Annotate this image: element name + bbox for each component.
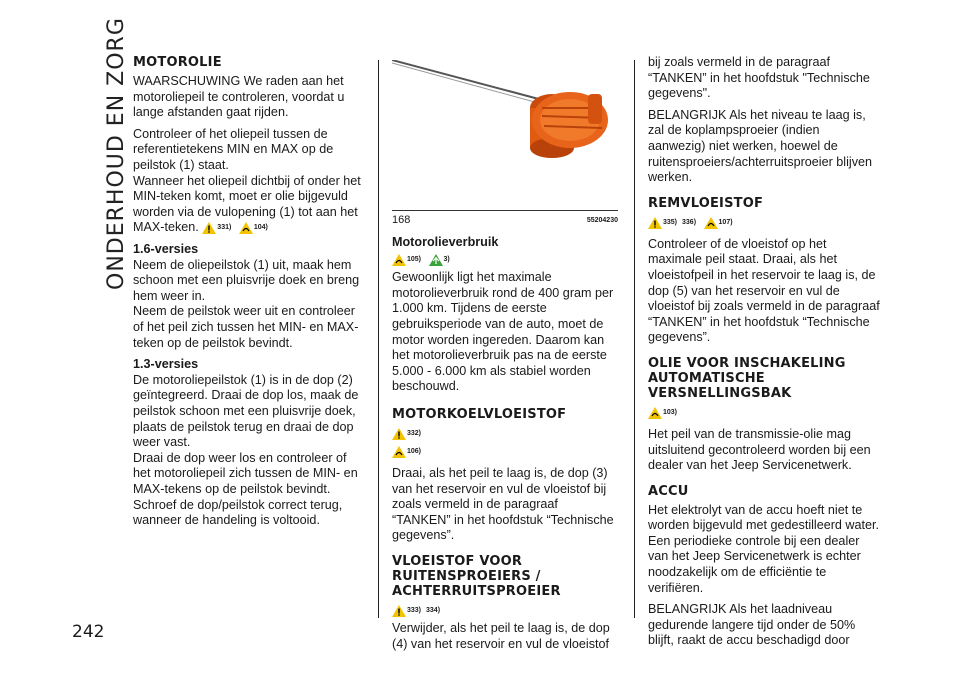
environment-triangle-icon bbox=[429, 254, 443, 266]
caution-triangle-icon bbox=[392, 254, 406, 266]
chapter-title-text: ONDERHOUD EN ZORG bbox=[104, 17, 129, 290]
paragraph: BELANGRIJK Als het niveau te laag is, zal de koplampsproeier (indien aanwezig) niet werken, hoewel de ruitensproeiers/achterruitsproeier blijven werken. bbox=[648, 107, 872, 185]
note-ref: 105) bbox=[407, 256, 422, 264]
subheading-16: 1.6-versies bbox=[133, 242, 199, 257]
note-ref: 334) bbox=[426, 606, 441, 614]
column-2 bbox=[392, 60, 618, 658]
figure-caption bbox=[392, 210, 618, 229]
paragraph: BELANGRIJK Als het laadniveau gedurende langere tijd onder de 50% blijft, raakt de accu beschadigd door bbox=[648, 602, 856, 648]
paragraph: Neem de peilstok weer uit en controleer of het peil zich tussen het MIN- en MAX-teken op de peilstok bevindt. bbox=[133, 304, 359, 350]
note-icons bbox=[392, 426, 618, 442]
note-ref: 3) bbox=[443, 256, 450, 264]
figure-number: 168 bbox=[392, 214, 411, 226]
note-ref: 106) bbox=[407, 447, 422, 455]
note-ref: 335) bbox=[663, 218, 678, 226]
column-divider bbox=[634, 60, 635, 618]
oil-dipstick-cap-illustration bbox=[392, 60, 618, 210]
note-ref: 107) bbox=[718, 218, 733, 226]
paragraph: Schroef de dop/peilstok correct terug, wanneer de handeling is voltooid. bbox=[133, 497, 343, 528]
column-3 bbox=[648, 55, 880, 655]
heading-motorolie: MOTOROLIE bbox=[133, 55, 222, 70]
subheading-13: 1.3-versies bbox=[133, 357, 199, 372]
note-ref: 336) bbox=[682, 218, 697, 226]
paragraph: Het elektrolyt van de accu hoeft niet te worden bijgevuld met gedestilleerd water. Een periodieke controle bij een dealer van het Jeep Servicenetwerk is echter noodzakelijk om de efficiëntie te verifiëren. bbox=[648, 502, 880, 595]
paragraph: De motoroliepeilstok (1) is in de dop (2) geïntegreerd. Draai de dop los, maak de peilstok schoon met een pluisvrije doek, plaats de peilstok terug en draai de dop weer vast. bbox=[133, 372, 359, 450]
heading-remvloeistof: REMVLOEISTOF bbox=[648, 195, 764, 211]
caution-triangle-icon bbox=[648, 407, 662, 419]
note-icons bbox=[392, 252, 618, 268]
warning-text: WAARSCHUWING We raden aan het motoroliepeil te controleren, voordat u lange afstanden gaat rijden. bbox=[133, 74, 345, 120]
paragraph: Neem de oliepeilstok (1) uit, maak hem schoon met een pluisvrije doek en breng hem weer in. bbox=[133, 257, 360, 303]
warning-triangle-icon bbox=[202, 222, 216, 234]
subheading-verbruik: Motorolieverbruik bbox=[392, 234, 499, 249]
warning-triangle-icon bbox=[392, 428, 406, 440]
oil-cap-figure bbox=[392, 60, 618, 210]
caution-triangle-icon bbox=[704, 217, 718, 229]
column-divider bbox=[378, 60, 379, 618]
paragraph: Verwijder, als het peil te laag is, de dop (4) van het reservoir en vul de vloeistof bbox=[392, 620, 610, 651]
paragraph: Het peil van de transmissie-olie mag uitsluitend gecontroleerd worden bij een dealer van het Jeep Servicenetwerk. bbox=[648, 426, 871, 473]
note-icons bbox=[392, 444, 618, 460]
paragraph: Draai, als het peil te laag is, de dop (3) van het reservoir en vul de vloeistof bij zoals vermeld in de paragraaf “TANKEN” in het hoofdstuk “Technische gegevens”. bbox=[392, 465, 614, 543]
note-ref: 331) bbox=[217, 224, 232, 232]
note-ref: 103) bbox=[663, 408, 678, 416]
figure-code: 55204230 bbox=[586, 217, 618, 224]
paragraph: bij zoals vermeld in de paragraaf “TANKEN” in het hoofdstuk "Technische gegevens". bbox=[648, 55, 870, 101]
note-icons bbox=[648, 215, 880, 231]
heading-accu: ACCU bbox=[648, 483, 689, 499]
note-icons bbox=[648, 405, 880, 421]
heading-koelvloeistof: MOTORKOELVLOEISTOF bbox=[392, 406, 567, 422]
column-1 bbox=[133, 55, 365, 535]
paragraph: Controleer of de vloeistof op het maximale peil staat. Draai, als het vloeistofpeil in het reservoir te laag is, de dop (5) van het reservoir en vul de vloeistof bij zoals vermeld in de paragraaf “TANKEN” in het hoofdstuk “Technische gegevens”. bbox=[648, 236, 880, 345]
paragraph: Draai de dop weer los en controleer of het motoroliepeil zich tussen de MIN- en MAX-tekens op de peilstok bevindt. bbox=[133, 450, 358, 496]
note-ref: 332) bbox=[407, 429, 422, 437]
note-ref: 333) bbox=[407, 606, 422, 614]
note-icons bbox=[392, 603, 618, 619]
paragraph: Wanneer het oliepeil dichtbij of onder het MIN-teken komt, moet er olie bijgevuld worden via de vulopening (1) tot aan het MAX-teken. 331) 104) bbox=[133, 173, 361, 235]
chapter-side-title bbox=[74, 17, 129, 300]
caution-triangle-icon bbox=[392, 446, 406, 458]
caution-triangle-icon bbox=[239, 222, 253, 234]
warning-triangle-icon bbox=[648, 217, 662, 229]
warning-triangle-icon bbox=[392, 605, 406, 617]
paragraph: Gewoonlijk ligt het maximale motorolieverbruik rond de 400 gram per 1.000 km. Tijdens de eerste gebruiksperiode van de auto, moet de motor worden ingereden. Daarom kan het motorolieverbruik pas na de eerste 5.000 - 6.000 km als stabiel worden beschouwd. bbox=[392, 270, 614, 394]
heading-ruitensproeiers: VLOEISTOF VOOR RUITENSPROEIERS / ACHTERRUITSPROEIER bbox=[392, 553, 561, 599]
page-number: 242 bbox=[72, 622, 105, 642]
paragraph: Controleer of het oliepeil tussen de referentietekens MIN en MAX op de peilstok (1) staat. bbox=[133, 126, 334, 172]
heading-automatische-versnellingsbak: OLIE VOOR INSCHAKELING AUTOMATISCHE VERSNELLINGSBAK bbox=[648, 355, 846, 401]
note-ref: 104) bbox=[253, 224, 268, 232]
